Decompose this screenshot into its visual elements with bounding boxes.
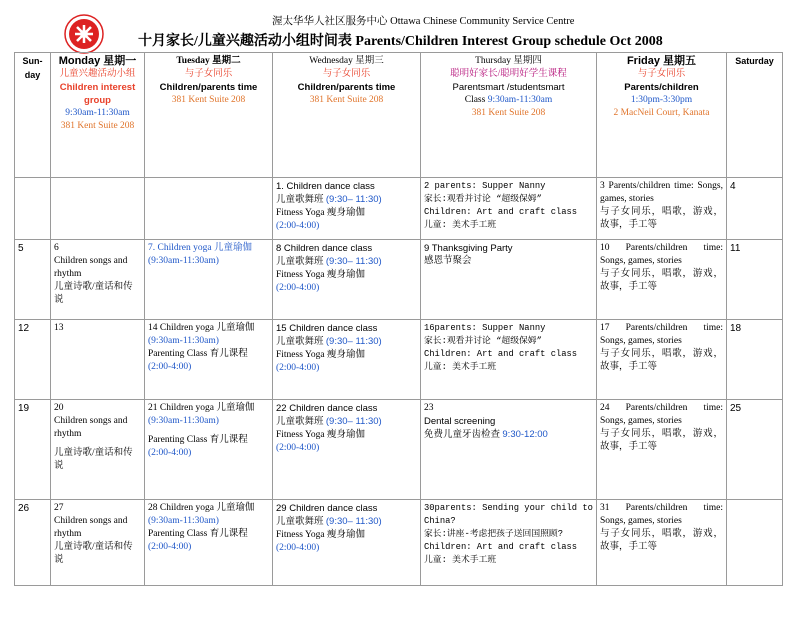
- org-name: 渥太华华人社区服务中心 Ottawa Chinese Community Service Centre: [272, 16, 575, 27]
- monday-cell: 27 Children songs and rhythm 儿童诗歌/童话和传说: [51, 500, 145, 586]
- header-tuesday: Tuesday 星期二 与子女同乐 Children/parents time 381 Kent Suite 208: [145, 53, 273, 178]
- sunday-cell: 12: [15, 320, 51, 400]
- header-row: [15, 53, 783, 178]
- monday-cell: 13: [51, 320, 145, 400]
- friday-cell: 10 Parents/children time: Songs, games, stories 与子女同乐，唱歌，游戏，故事，手工等: [597, 240, 727, 320]
- thursday-cell: 2 parents: Supper Nanny 家长:观看并讨论 “超级保姆” Children: Art and craft class 儿童: 美术手工班: [421, 178, 597, 240]
- week-row: [15, 320, 783, 400]
- sunday-cell: 5: [15, 240, 51, 320]
- header-wednesday: Wednesday 星期三 与子女同乐 Children/parents time 381 Kent Suite 208: [273, 53, 421, 178]
- monday-cell: [51, 178, 145, 240]
- week-row: [15, 500, 783, 586]
- saturday-cell: 25: [727, 400, 783, 500]
- schedule-table: [14, 52, 783, 586]
- week-row: [15, 240, 783, 320]
- friday-cell: 17 Parents/children time: Songs, games, stories 与子女同乐，唱歌，游戏，故事，手工等: [597, 320, 727, 400]
- saturday-cell: 11: [727, 240, 783, 320]
- header-thursday: Thursday 星期四 聪明好家长/聪明好学生课程 Parentsmart /studentsmart Class 9:30am-11:30am 381 Kent Suite 208: [421, 53, 597, 178]
- wednesday-cell: 8 Children dance class 儿童歌舞班 (9:30– 11:30) Fitness Yoga 瘦身瑜伽 (2:00-4:00): [273, 240, 421, 320]
- week-row: [15, 178, 783, 240]
- tuesday-cell: [145, 178, 273, 240]
- wednesday-cell: 15 Children dance class 儿童歌舞班 (9:30– 11:30) Fitness Yoga 瘦身瑜伽 (2:00-4:00): [273, 320, 421, 400]
- tuesday-cell: 14 Children yoga 儿童瑜伽 (9:30am-11:30am) Parenting Class 育儿课程 (2:00-4:00): [145, 320, 273, 400]
- header-friday: Friday 星期五 与子女同乐 Parents/children 1:30pm-3:30pm 2 MacNeil Court, Kanata: [597, 53, 727, 178]
- friday-cell: 24 Parents/children time: Songs, games, stories 与子女同乐，唱歌，游戏，故事，手工等: [597, 400, 727, 500]
- thursday-cell: 30parents: Sending your child to China? 家长:讲座-考虑把孩子送回国照顾? Children: Art and craft class 儿童: 美术手工班: [421, 500, 597, 586]
- sunday-cell: [15, 178, 51, 240]
- monday-cell: 20 Children songs and rhythm 儿童诗歌/童话和传说: [51, 400, 145, 500]
- header-monday: Monday 星期一 儿童兴趣活动小组 Children interest group 9:30am-11:30am 381 Kent Suite 208: [51, 53, 145, 178]
- header-saturday: Saturday: [727, 53, 783, 178]
- saturday-cell: 4: [727, 178, 783, 240]
- tuesday-cell: 21 Children yoga 儿童瑜伽 (9:30am-11:30am) Parenting Class 育儿课程 (2:00-4:00): [145, 400, 273, 500]
- wednesday-cell: 1. Children dance class 儿童歌舞班 (9:30– 11:30) Fitness Yoga 瘦身瑜伽 (2:00-4:00): [273, 178, 421, 240]
- wednesday-cell: 22 Children dance class 儿童歌舞班 (9:30– 11:30) Fitness Yoga 瘦身瑜伽 (2:00-4:00): [273, 400, 421, 500]
- wednesday-cell: 29 Children dance class 儿童歌舞班 (9:30– 11:30) Fitness Yoga 瘦身瑜伽 (2:00-4:00): [273, 500, 421, 586]
- thursday-cell: 9 Thanksgiving Party 感恩节聚会: [421, 240, 597, 320]
- week-row: [15, 400, 783, 500]
- friday-cell: 31 Parents/children time: Songs, games, stories 与子女同乐，唱歌，游戏，故事，手工等: [597, 500, 727, 586]
- header-sunday: Sun- day: [15, 53, 51, 178]
- saturday-cell: 18: [727, 320, 783, 400]
- sunday-cell: 26: [15, 500, 51, 586]
- thursday-cell: 16parents: Supper Nanny 家长:观看并讨论 “超级保姆” Children: Art and craft class 儿童: 美术手工班: [421, 320, 597, 400]
- thursday-cell: 23 Dental screening 免费儿童牙齿检查 9:30-12:00: [421, 400, 597, 500]
- tuesday-cell: 7. Children yoga 儿童瑜伽 (9:30am-11:30am): [145, 240, 273, 320]
- sunday-cell: 19: [15, 400, 51, 500]
- tuesday-cell: 28 Children yoga 儿童瑜伽 (9:30am-11:30am) Parenting Class 育儿课程 (2:00-4:00): [145, 500, 273, 586]
- friday-cell: 3 Parents/children time: Songs, games, stories 与子女同乐，唱歌，游戏，故事，手工等: [597, 178, 727, 240]
- monday-cell: 6 Children songs and rhythm 儿童诗歌/童话和传说: [51, 240, 145, 320]
- saturday-cell: [727, 500, 783, 586]
- org-logo: [64, 14, 104, 54]
- page-title: 十月家长/儿童兴趣活动小组时间表 Parents/Children Interest Group schedule Oct 2008: [138, 34, 663, 49]
